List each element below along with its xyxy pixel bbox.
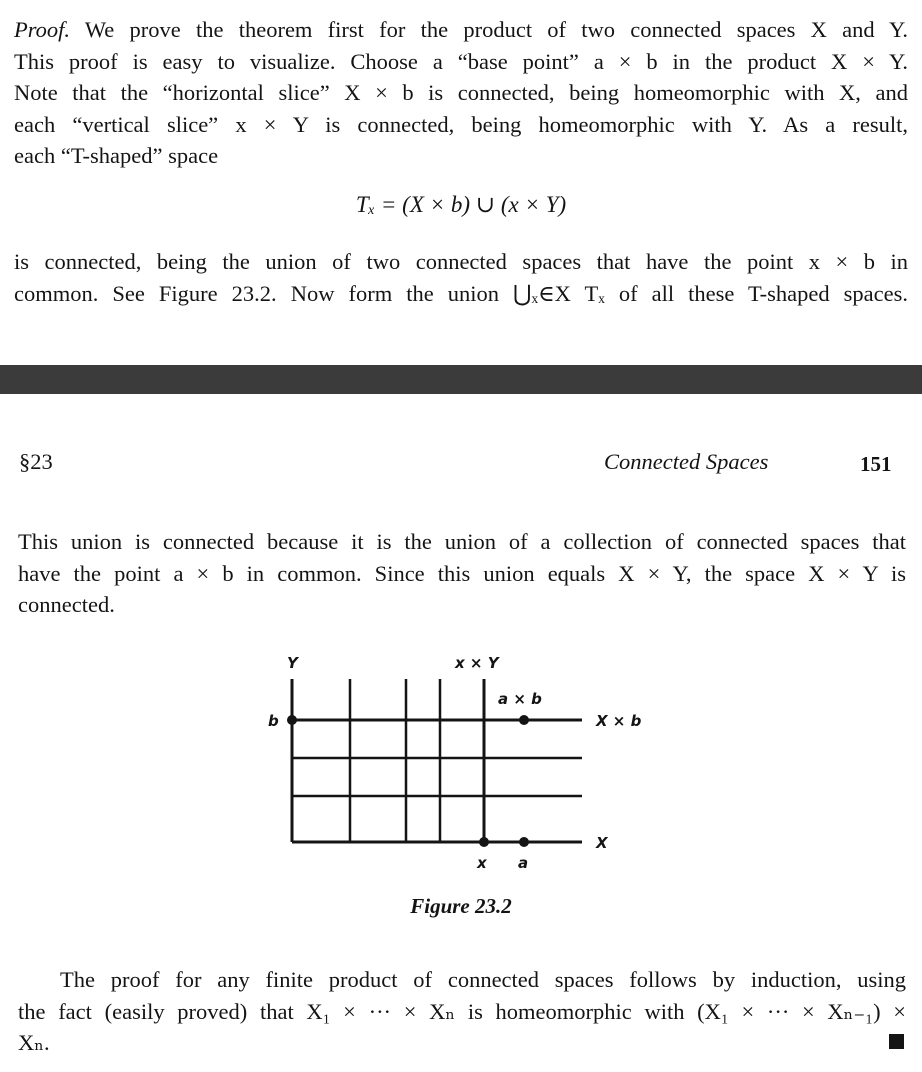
- b-point: [287, 715, 297, 725]
- induction-paragraph: [18, 964, 906, 1059]
- horizontal-slice-label: X × b: [596, 712, 642, 730]
- page-separator-band: [0, 365, 922, 394]
- figure-23-2: [250, 646, 670, 876]
- a-mark-label: a: [518, 854, 529, 872]
- text-line: The proof for any finite product of connected spaces follows by induction, using: [60, 967, 906, 992]
- x-point: [479, 837, 489, 847]
- text-line: each “vertical slice” x × Y is connected, being homeomorphic with Y. As a result,: [14, 111, 908, 137]
- x-axis-label: X: [596, 834, 608, 852]
- b-label: b: [268, 712, 279, 730]
- top-page-fragment: [0, 0, 922, 365]
- x-mark-label: x: [477, 854, 487, 872]
- text-line: connected.: [18, 592, 115, 617]
- text-line: This union is connected because it is the union of a collection of connected spaces that: [18, 529, 906, 554]
- x-slice-label: x × Y: [455, 654, 499, 672]
- proof-paragraph: [14, 14, 908, 172]
- figure-caption: Figure 23.2: [410, 894, 512, 918]
- text-line: Xₙ.: [18, 1030, 50, 1055]
- text-line: is connected, being the union of two connected spaces that have the point x × b in: [14, 249, 908, 274]
- proof-label: Proof.: [14, 17, 71, 42]
- text-line: Proof. We prove the theorem first for the product of two connected spaces X and Y.: [14, 17, 908, 42]
- union-paragraph: [14, 246, 908, 309]
- running-title: Connected Spaces: [604, 449, 769, 474]
- section-header: §23: [19, 449, 53, 474]
- qed-square: [889, 1034, 904, 1049]
- text-line: Note that the “horizontal slice” X × b is connected, being homeomorphic with X, and: [14, 80, 908, 105]
- t-shaped-equation: Tₓ = (X × b) ∪ (x × Y): [355, 192, 567, 217]
- base-point: [519, 715, 529, 725]
- text-line: This proof is easy to visualize. Choose a “base point” a × b in the product X × Y.: [14, 48, 908, 74]
- conclusion-paragraph: [18, 526, 906, 621]
- text-line: have the point a × b in common. Since this union equals X × Y, the space X × Y is: [18, 560, 906, 586]
- text-line: common. See Figure 23.2. Now form the union ⋃ₓ∈X Tₓ of all these T-shaped spaces.: [14, 280, 908, 306]
- base-point-label: a × b: [498, 690, 542, 708]
- y-axis-label: Y: [287, 654, 298, 672]
- bottom-page: [0, 394, 922, 1072]
- text-line: each “T-shaped” space: [14, 143, 219, 168]
- a-point: [519, 837, 529, 847]
- text-line: the fact (easily proved) that X₁ × ··· × Xₙ is homeomorphic with (X₁ × ··· × Xₙ₋₁) ×: [18, 998, 906, 1024]
- page-number: 151: [860, 452, 892, 476]
